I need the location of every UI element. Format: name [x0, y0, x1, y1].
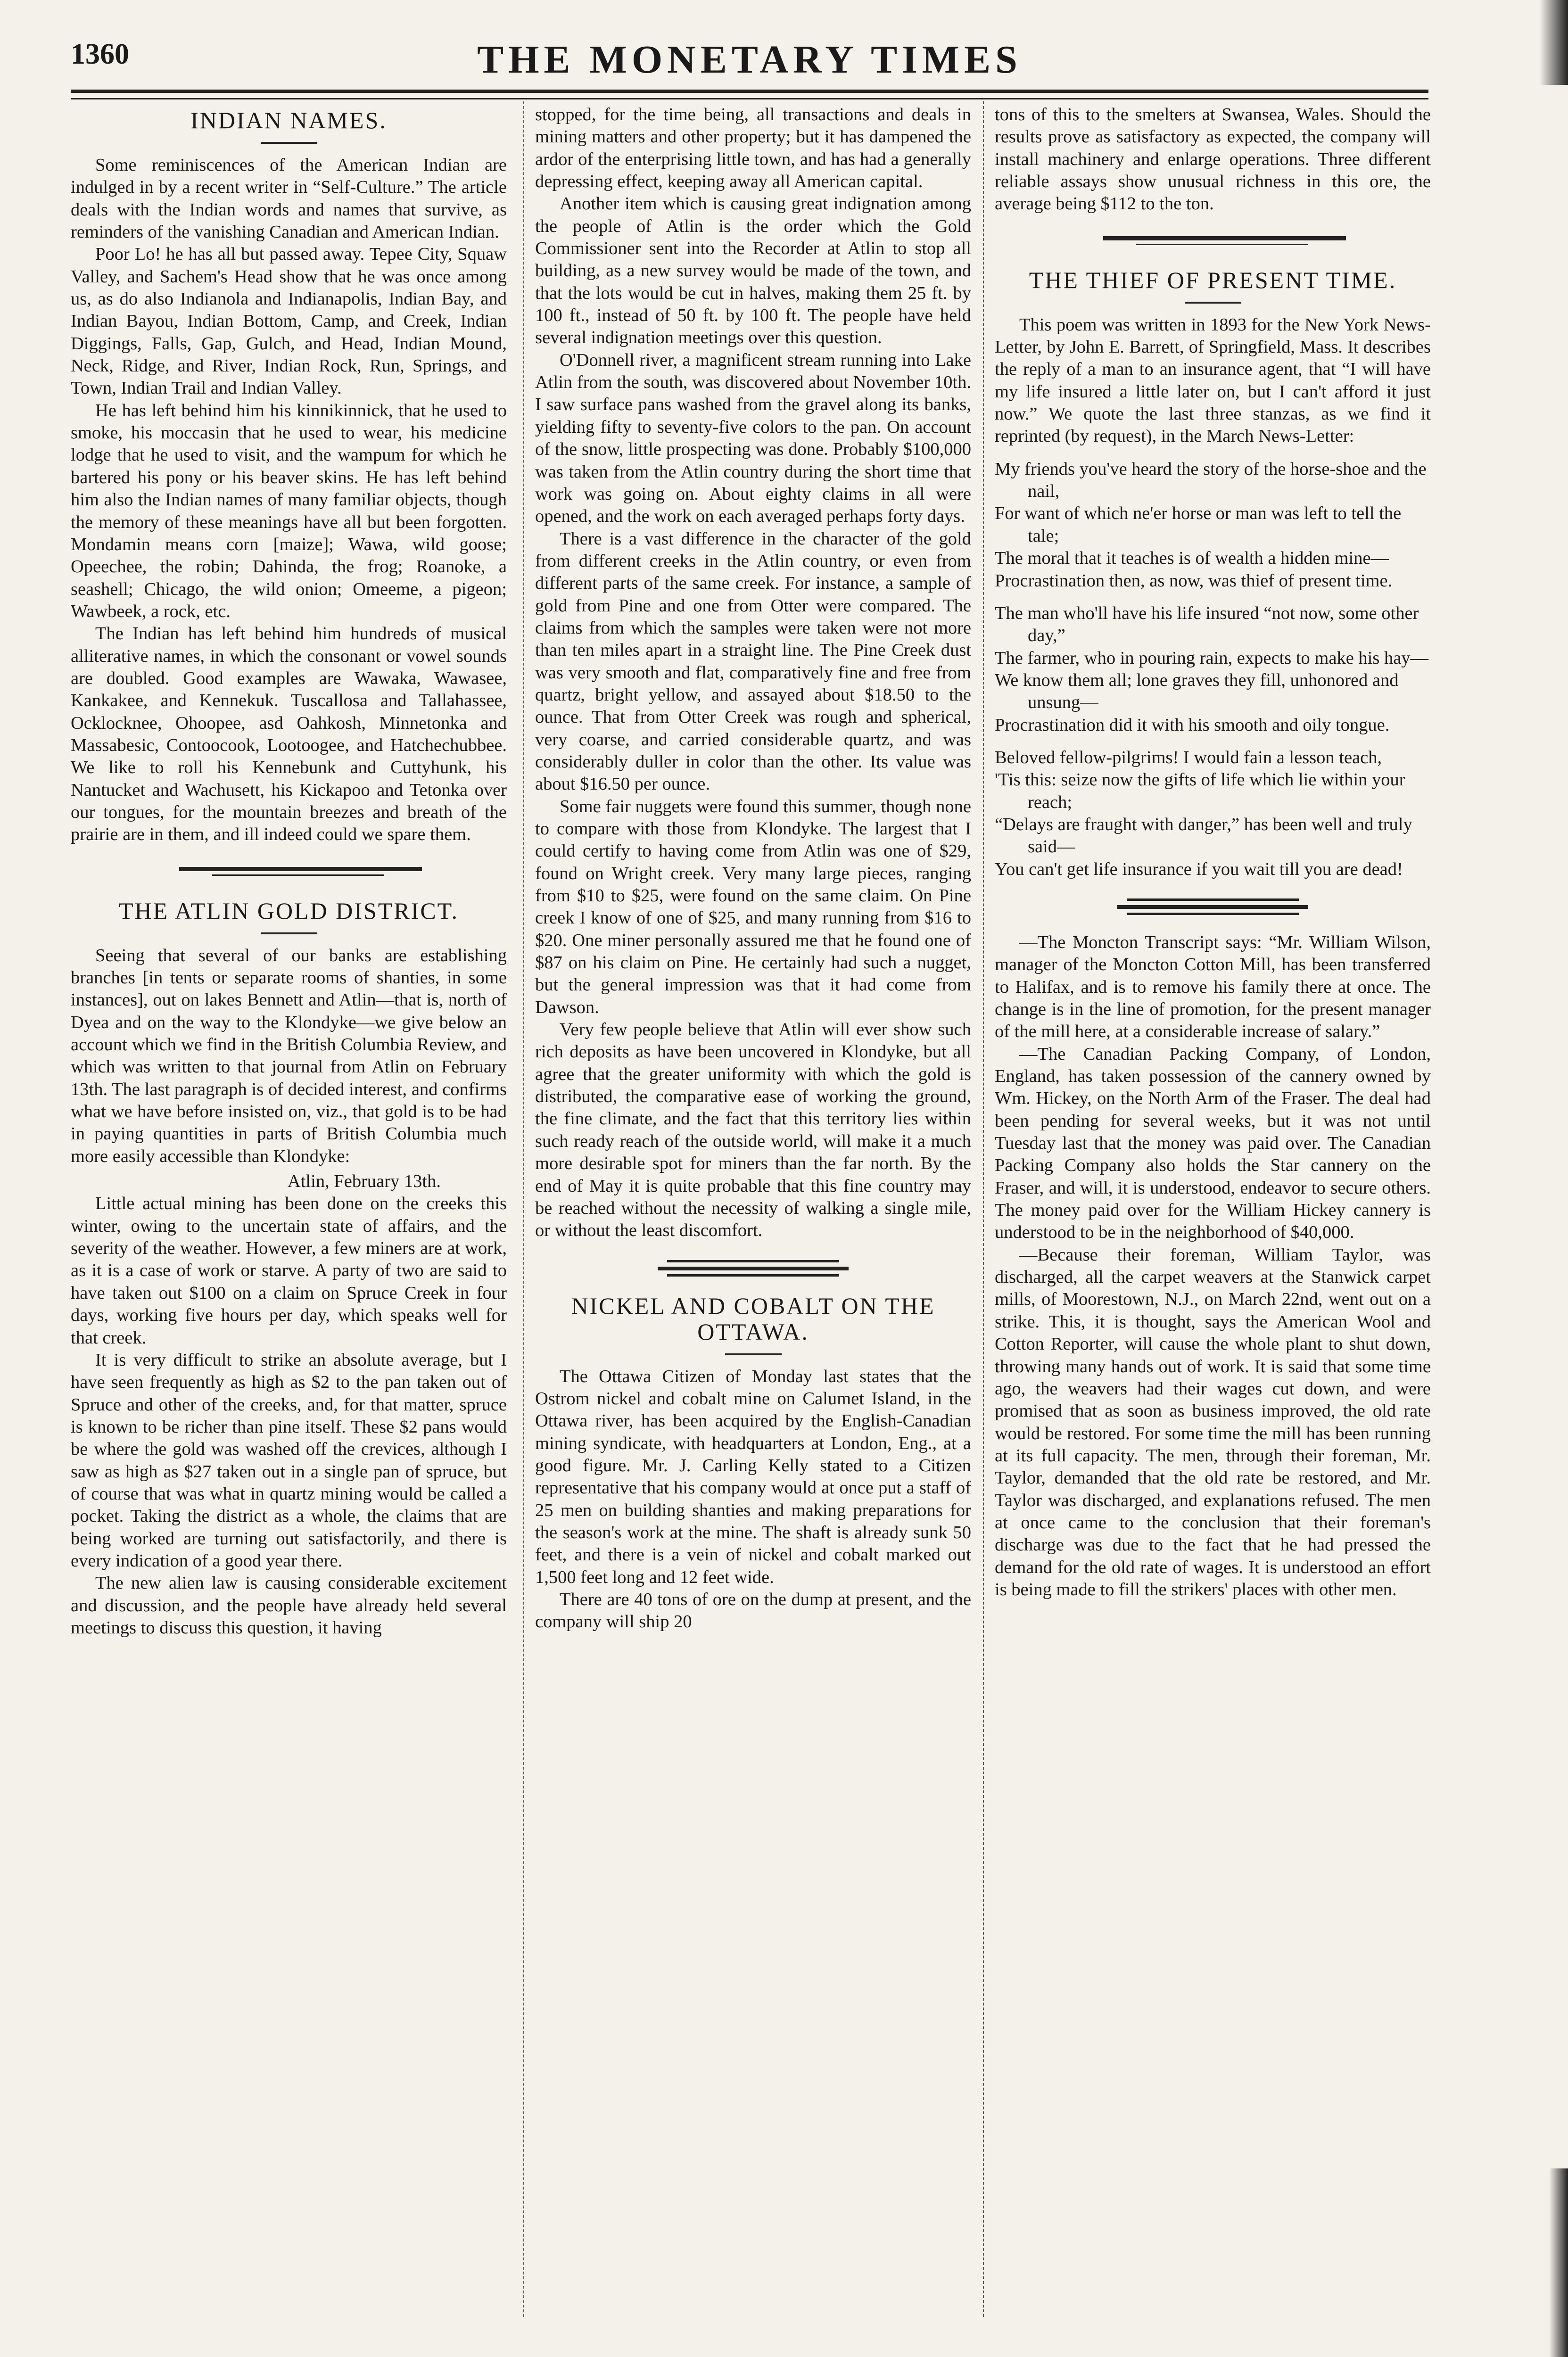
paragraph: There are 40 tons of ore on the dump at present, and the company will ship 20	[535, 1589, 971, 1632]
poem-line: We know them all; lone graves they fill, unhonored and unsung—	[995, 670, 1399, 713]
paragraph: This poem was written in 1893 for the New York News-Letter, by John E. Barrett, of Springfield, Mass. It describes the reply of a man to an insurance agent, that “I will have my life insured a little later on, but I can't afford it just now.” We quote the last three stanzas, as we find it reprinted (by request), in the March News-Letter:	[995, 314, 1431, 446]
column-divider	[523, 101, 524, 2317]
page-number: 1360	[71, 38, 129, 70]
paragraph: The new alien law is causing considerable excitement and discussion, and the people have already held several meetings to discuss this question, it having	[71, 1573, 507, 1638]
title-underline	[1185, 302, 1241, 304]
poem-line: 'Tis this: seize now the gifts of life which lie within your reach;	[995, 770, 1405, 812]
section-divider	[535, 1255, 971, 1284]
poem-line: Procrastination did it with his smooth and oily tongue.	[995, 715, 1390, 735]
masthead	[71, 28, 1428, 80]
paper-title: THE MONETARY TIMES	[477, 38, 1022, 82]
paragraph: Poor Lo! he has all but passed away. Tepee City, Squaw Valley, and Sachem's Head show that he was once among us, as do also Indianola and Indianapolis, Indian Bay, and Indian Bayou, Indian Bottom, Camp, and Creek, Indian Diggings, Falls, Gap, Gulch, and Head, Indian Mound, Neck, Ridge, and River, Indian Rock, Run, Springs, and Town, Indian Trail and Indian Valley.	[71, 244, 507, 398]
paragraph: It is very difficult to strike an absolute average, but I have seen frequently as high as $2 to the pan taken out of Spruce and other of the creeks, and, for that matter, spruce is known to be richer than pine itself. These $2 pans would be where the gold was washed off the crevices, although I saw as high as $27 taken out in a single pan of spruce, but of course that was what in quartz mining would be called a pocket. Taking the district as a whole, the claims that are being worked are turning out satisfactorily, and there is every indication of a good year there.	[71, 1350, 507, 1571]
title-underline	[725, 1353, 782, 1355]
paragraph: The Indian has left behind him hundreds of musical alliterative names, in which the consonant or vowel sounds are doubled. Good examples are Wawaka, Wawasee, Kankakee, and Kennekuk. Tuscallosa and Tallahassee, Ocklocknee, Ohoopee, asd Oahkosh, Minnetonka and Massabesic, Contoocook, Lootoogee, and Hatchechubbee. We like to roll his Kennebunk and Cuttyhunk, his Nantucket and Wachusett, his Kickapoo and Tetonka over our tongues, for the mountain breezes and breath of the prairie are in them, and ill indeed could we spare them.	[71, 624, 507, 845]
article-title: NICKEL AND COBALT ON THE OTTAWA.	[571, 1292, 935, 1345]
poem-line: The moral that it teaches is of wealth a hidden mine—	[995, 548, 1389, 569]
paragraph: Another item which is causing great indignation among the people of Atlin is the order which the Gold Commissioner sent into the Recorder at Atlin to stop all building, as a new survey would be made of the town, and that the lots would be cut in halves, making them 25 ft. by 100 ft., instead of 50 ft. by 100 ft. The people have held several indignation meetings over this question.	[535, 194, 971, 348]
masthead-rule-thin	[71, 98, 1428, 99]
poem-stanza	[995, 458, 1431, 592]
page-edge-mark	[1540, 0, 1568, 85]
poem-stanza	[995, 602, 1431, 736]
title-underline	[261, 142, 317, 144]
poem-line: The man who'll have his life insured “not now, some other day,”	[995, 603, 1419, 646]
paragraph: He has left behind him his kinnikinnick, that he used to smoke, his moccasin that he used to wear, his medicine lodge that he used to visit, and the wampum for which he bartered his pony or his beaver skins. He has left behind him also the Indian names of many familiar objects, though the memory of these meanings have all but been forgotten. Mondamin means corn [maize]; Wawa, wild goose; Opeechee, the robin; Dahinda, the frog; Roanoke, a seashell; Chicago, the wild onion; Omeeme, a pigeon; Wawbeek, a rock, etc.	[71, 400, 507, 621]
page-edge-mark	[1549, 2168, 1568, 2357]
poem-stanza	[995, 747, 1431, 881]
poem-line: My friends you've heard the story of the horse-shoe and the nail,	[995, 459, 1427, 502]
column-1	[71, 104, 507, 2319]
paragraph-continued: stopped, for the time being, all transactions and deals in mining matters and other property; but it has dampened the ardor of the enterprising little town, and has had a generally depressing effect, keeping away all American capital.	[535, 105, 971, 192]
poem-line: For want of which ne'er horse or man was left to tell the tale;	[995, 503, 1402, 546]
title-underline	[261, 932, 317, 934]
paragraph: —Because their foreman, William Taylor, was discharged, all the carpet weavers at the Stanwick carpet mills, of Moorestown, N.J., on March 22nd, went out on a strike. This, it is thought, says the American Wool and Cotton Reporter, will cause the whole plant to shut down, throwing many hands out of work. It is said that some time ago, the weavers had their wages cut down, and were promised that as soon as business improved, the old rate would be restored. For some time the mill has been running at its full capacity. The men, through their foreman, Mr. Taylor, demanded that the old rate be restored, and Mr. Taylor was discharged, and explanations refused. The men at once came to the conclusion that their foreman's discharge was due to the fact that he had pressed the demand for the old rate of wages. It is understood an effort is being made to fill the strikers' places with other men.	[995, 1244, 1431, 1599]
section-divider	[71, 860, 507, 889]
section-divider	[995, 230, 1431, 258]
paragraph: —The Canadian Packing Company, of London, England, has taken possession of the cannery owned by Wm. Hickey, on the North Arm of the Fraser. The deal had been pending for several weeks, but it was not until Tuesday last that the money was paid over. The Canadian Packing Company also holds the Star cannery on the Fraser, and will, it is understood, endeavor to secure others. The money paid over for the William Hickey cannery is understood to be in the neighborhood of $40,000.	[995, 1044, 1431, 1243]
poem-line: Beloved fellow-pilgrims! I would fain a lesson teach,	[995, 747, 1382, 767]
poem-line: Procrastination then, as now, was thief of present time.	[995, 570, 1393, 591]
section-divider	[995, 894, 1431, 922]
paragraph: —The Moncton Transcript says: “Mr. William Wilson, manager of the Moncton Cotton Mill, has been transferred to Halifax, and is to remove his family there at once. The change is in the line of promotion, for the present manager of the mill here, at a considerable increase of salary.”	[995, 932, 1431, 1042]
paragraph: O'Donnell river, a magnificent stream running into Lake Atlin from the south, was discovered about November 10th. I saw surface pans washed from the gravel along its banks, yielding fifty to seventy-five colors to the pan. On account of the snow, little prospecting was done. Probably $100,000 was taken from the Atlin country during the short time that work was going on. About eighty claims in all were opened, and the work on each averaged perhaps forty days.	[535, 350, 971, 527]
article-title: INDIAN NAMES.	[190, 107, 387, 133]
paragraph: Seeing that several of our banks are establishing branches [in tents or separate rooms of shanties, in some instances], out on lakes Bennett and Atlin—that is, north of Dyea and on the way to the Klondyke—we give below an account which we find in the British Columbia Review, and which was written to that journal from Atlin on February 13th. The last paragraph is of decided interest, and confirms what we have before insisted on, viz., that gold is to be had in paying quantities in parts of British Columbia much more easily accessible than Klondyke:	[71, 945, 507, 1166]
paragraph: The Ottawa Citizen of Monday last states that the Ostrom nickel and cobalt mine on Calumet Island, in the Ottawa river, has been acquired by the English-Canadian mining syndicate, with headquarters at London, Eng., at a good figure. Mr. J. Carling Kelly stated to a Citizen representative that his company would at once put a staff of 25 men on building shanties and making preparations for the season's work at the mine. The shaft is already sunk 50 feet, and there is a vein of nickel and cobalt marked out 1,500 feet long and 12 feet wide.	[535, 1366, 971, 1587]
masthead-rule	[71, 90, 1428, 93]
poem-line: “Delays are fraught with danger,” has been well and truly said—	[995, 814, 1412, 857]
article-title: THE THIEF OF PRESENT TIME.	[1029, 266, 1397, 293]
paragraph-continued: tons of this to the smelters at Swansea, Wales. Should the results prove as satisfactory as expected, the company will install machinery and enlarge operations. Three different reliable assays show unusual richness in this ore, the average being $112 to the ton.	[995, 105, 1431, 214]
paragraph: Very few people believe that Atlin will ever show such rich deposits as have been uncovered in Klondyke, but all agree that the greater uniformity with which the gold is distributed, the comparative ease of working the ground, the fine climate, and the fact that this territory lies within such ready reach of the outside world, will make it a much more desirable spot for miners than the far north. By the end of May it is quite probable that this fine country may be reached without the necessity of walking a single mile, or without the least discomfort.	[535, 1020, 971, 1241]
dateline: Atlin, February 13th.	[287, 1171, 441, 1192]
paragraph: Some reminiscences of the American Indian are indulged in by a recent writer in “Self-Culture.” The article deals with the Indian words and names that survive, as reminders of the vanishing Canadian and American Indian.	[71, 155, 507, 242]
paragraph: Some fair nuggets were found this summer, though none to compare with those from Klondyke. The largest that I could certify to having come from Atlin was one of $29, found on Wright creek. Very many large pieces, ranging from $10 to $25, were found on the same claim. On Pine creek I know of one of $25, and many running from $16 to $20. One miner personally assured me that he found one of $87 on his claim on Pine. He certainly had such a nugget, but the general impression was that it had come from Dawson.	[535, 796, 971, 1017]
article-title: THE ATLIN GOLD DISTRICT.	[119, 897, 459, 924]
poem-line: The farmer, who in pouring rain, expects to make his hay—	[995, 648, 1429, 668]
poem-line: You can't get life insurance if you wait till you are dead!	[995, 859, 1403, 879]
column-divider	[983, 101, 984, 2317]
column-2	[535, 104, 971, 2319]
paragraph: There is a vast difference in the character of the gold from different creeks in the Atlin country, or even from different parts of the same creek. For instance, a sample of gold from Pine and one from Otter were compared. The claims from which the samples were taken were not more than ten miles apart in a straight line. The Pine Creek dust was very smooth and flat, comparatively fine and free from quartz, bright yellow, and assayed about $18.50 to the ounce. That from Otter Creek was rough and spherical, very coarse, and carried considerable quartz, and was considerably duller in color than the other. Its value was about $16.50 per ounce.	[535, 528, 971, 794]
paragraph: Little actual mining has been done on the creeks this winter, owing to the uncertain state of affairs, and the severity of the weather. However, a few miners are at work, as it is a case of work or starve. A party of two are said to have taken out $100 on a claim on Spruce Creek in four days, working five hours per day, which speaks well for that creek.	[71, 1194, 507, 1348]
column-3	[995, 104, 1431, 2319]
